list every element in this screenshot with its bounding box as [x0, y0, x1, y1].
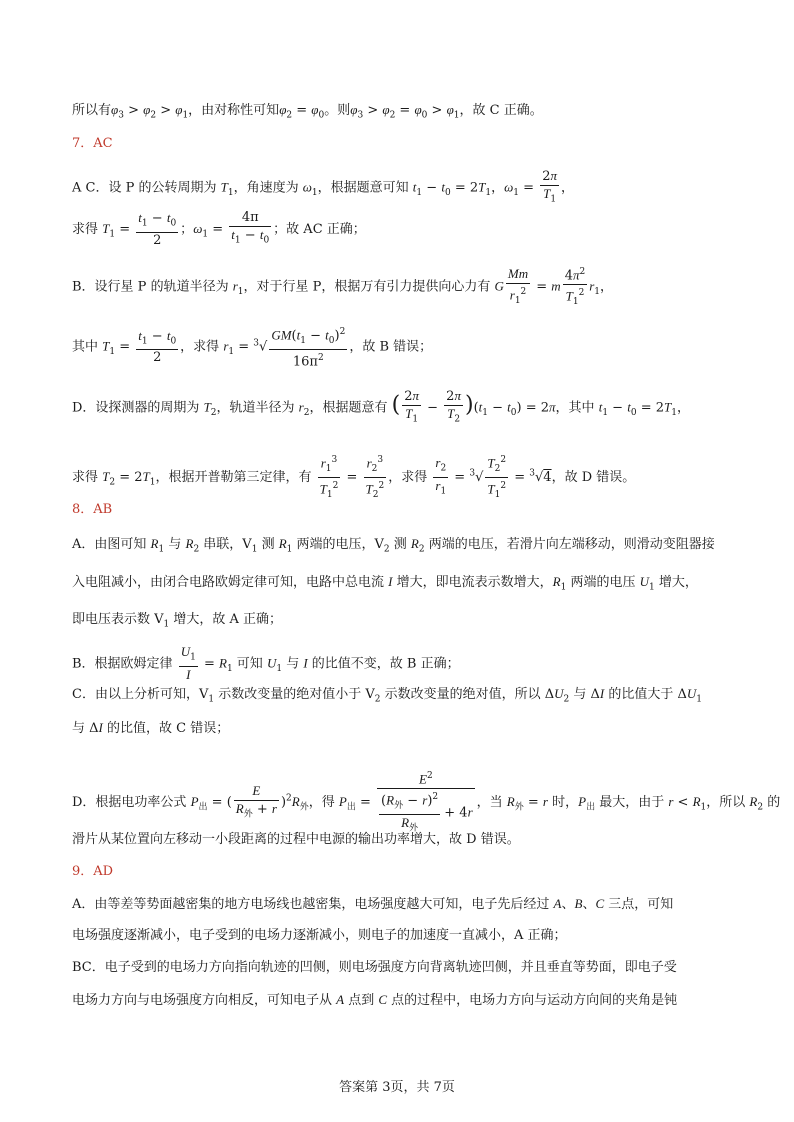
text-line-9bc-2: 电场力方向与电场强度方向相反，可知电子从 A 点到 C 点的过程中，电场力方向与运动方向间的夹角是钝 — [72, 992, 678, 1008]
text-line-8b: B．根据欧姆定律 $\frac{U_1}{I}$ = $R_1$ 可知 $U_1$ 与 I 的比值不变，故 B 正确； — [72, 644, 460, 682]
text-line-8a-2: 入电阻减小，由闭合电路欧姆定律可知，电路中总电流 I 增大，即电流表示数增大，$R_1$ 两端的电压 $U_1$ 增大， — [72, 574, 698, 593]
text-line-8c-1: C．由以上分析可知，$V_1$ 示数改变量的绝对值小于 $V_2$ 示数改变量的绝对值，所以 $\Delta U_2$ 与 ΔI 的比值大于 $\Delta U_1$ — [72, 686, 703, 705]
page-footer: 答案第 3页，共 7页 — [339, 1080, 455, 1095]
text-line-7ac-result: 求得 $T_1$ = $\frac{t_1 - t_0}{2}$ ；$\omega_1$ = $\frac{4\pi}{t_1 - t_0}$ ；故 AC 正确； — [72, 210, 366, 248]
text-line-9a-2: 电场强度逐渐减小，电子受到的电场力逐渐减小，则电子的加速度一直减小，A 正确； — [72, 928, 567, 943]
text-line-7b: B．设行星 P 的轨道半径为 $r_1$，对于行星 P，根据万有引力提供向心力有 G $\frac{Mm}{r_1^2}$ = m $\frac{4\pi^2}{T_1^2}$ $r_1$， — [72, 265, 614, 308]
text-line-8c-2: 与 ΔI 的比值，故 C 错误； — [72, 720, 230, 736]
text-line-1: 所以有$\varphi_3 > \varphi_2 > \varphi_1$，由对称性可知$\varphi_2 = \varphi_0$。则$\varphi_3 > \varphi_2 = \varphi_0 > \varphi_1$，故 C 正确。 — [72, 102, 543, 121]
text-line-9bc-1: BC．电子受到的电场力方向指向轨迹的凹侧，则电场强度方向背离轨迹凹侧，并且垂直等势面，即电子受 — [72, 960, 677, 975]
text-line-8a-3: 即电压表示数 $V_1$ 增大，故 A 正确； — [72, 612, 283, 630]
text-line-7d: D．设探测器的周期为 $T_2$，轨道半径为 $r_2$，根据题意有 ( $\frac{2\pi}{T_1}$ − $\frac{2\pi}{T_2}$ )$(t_1 - t_0) = 2\pi$，其中 $t_1 - t_0 = 2T_1$， — [72, 388, 690, 425]
text-line-7d-result: 求得 $T_2 = 2T_1$，根据开普勒第三定律，有 $\frac{r_1^3}{T_1^2}$ = $\frac{r_2^3}{T_2^2}$ ，求得 $\frac{r_2}{r_1}$ = $^3$√ $\frac{T_2^2}{T_1^2}$ = $^3$√4，故 D 错误。 — [72, 452, 734, 503]
text-line-8d-2: 滑片从某位置向左移动一小段距离的过程中电源的输出功率增大，故 D 错误。 — [72, 832, 520, 847]
text-line-8d-1: D．根据电功率公式 $P_出$ = ( $\frac{E}{R_外 + r}$ )$^2R_外$，得 $P_出$ = $E^2$ $\frac{(R_外 - r)^2}{R_外}$ + 4r ，当 $R_外 = r$ 时，$P_出$ 最大，由于 $r < R_1$，所以 $R_2$ 的 — [72, 768, 734, 837]
answer-heading-8: 8．AB — [72, 502, 113, 517]
text-line-9a-1: A．由等差等势面越密集的地方电场线也越密集，电场强度越大可知，电子先后经过 A、B、C 三点，可知 — [72, 896, 674, 912]
answer-heading-7: 7．AC — [72, 136, 113, 151]
text-line-7b-result: 其中 $T_1$ = $\frac{t_1 - t_0}{2}$ ，求得 $r_1 = ^3√$ $\frac{GM(t_1 - t_0)^2}{16\pi^2}$ ，故 B 错误； — [72, 324, 734, 370]
text-line-7ac: A C．设 P 的公转周期为 $T_1$，角速度为 $\omega_1$，根据题意可知 $t_1 - t_0 = 2T_1$，$\omega_1$ = $\frac{2\pi}{T_1}$ ， — [72, 168, 575, 205]
text-line-8a-1: A．由图可知 $R_1$ 与 $R_2$ 串联，$V_1$ 测 $R_1$ 两端的电压，$V_2$ 测 $R_2$ 两端的电压，若滑片向左端移动，则滑动变阻器接 — [72, 536, 715, 555]
answer-heading-9: 9．AD — [72, 864, 114, 879]
